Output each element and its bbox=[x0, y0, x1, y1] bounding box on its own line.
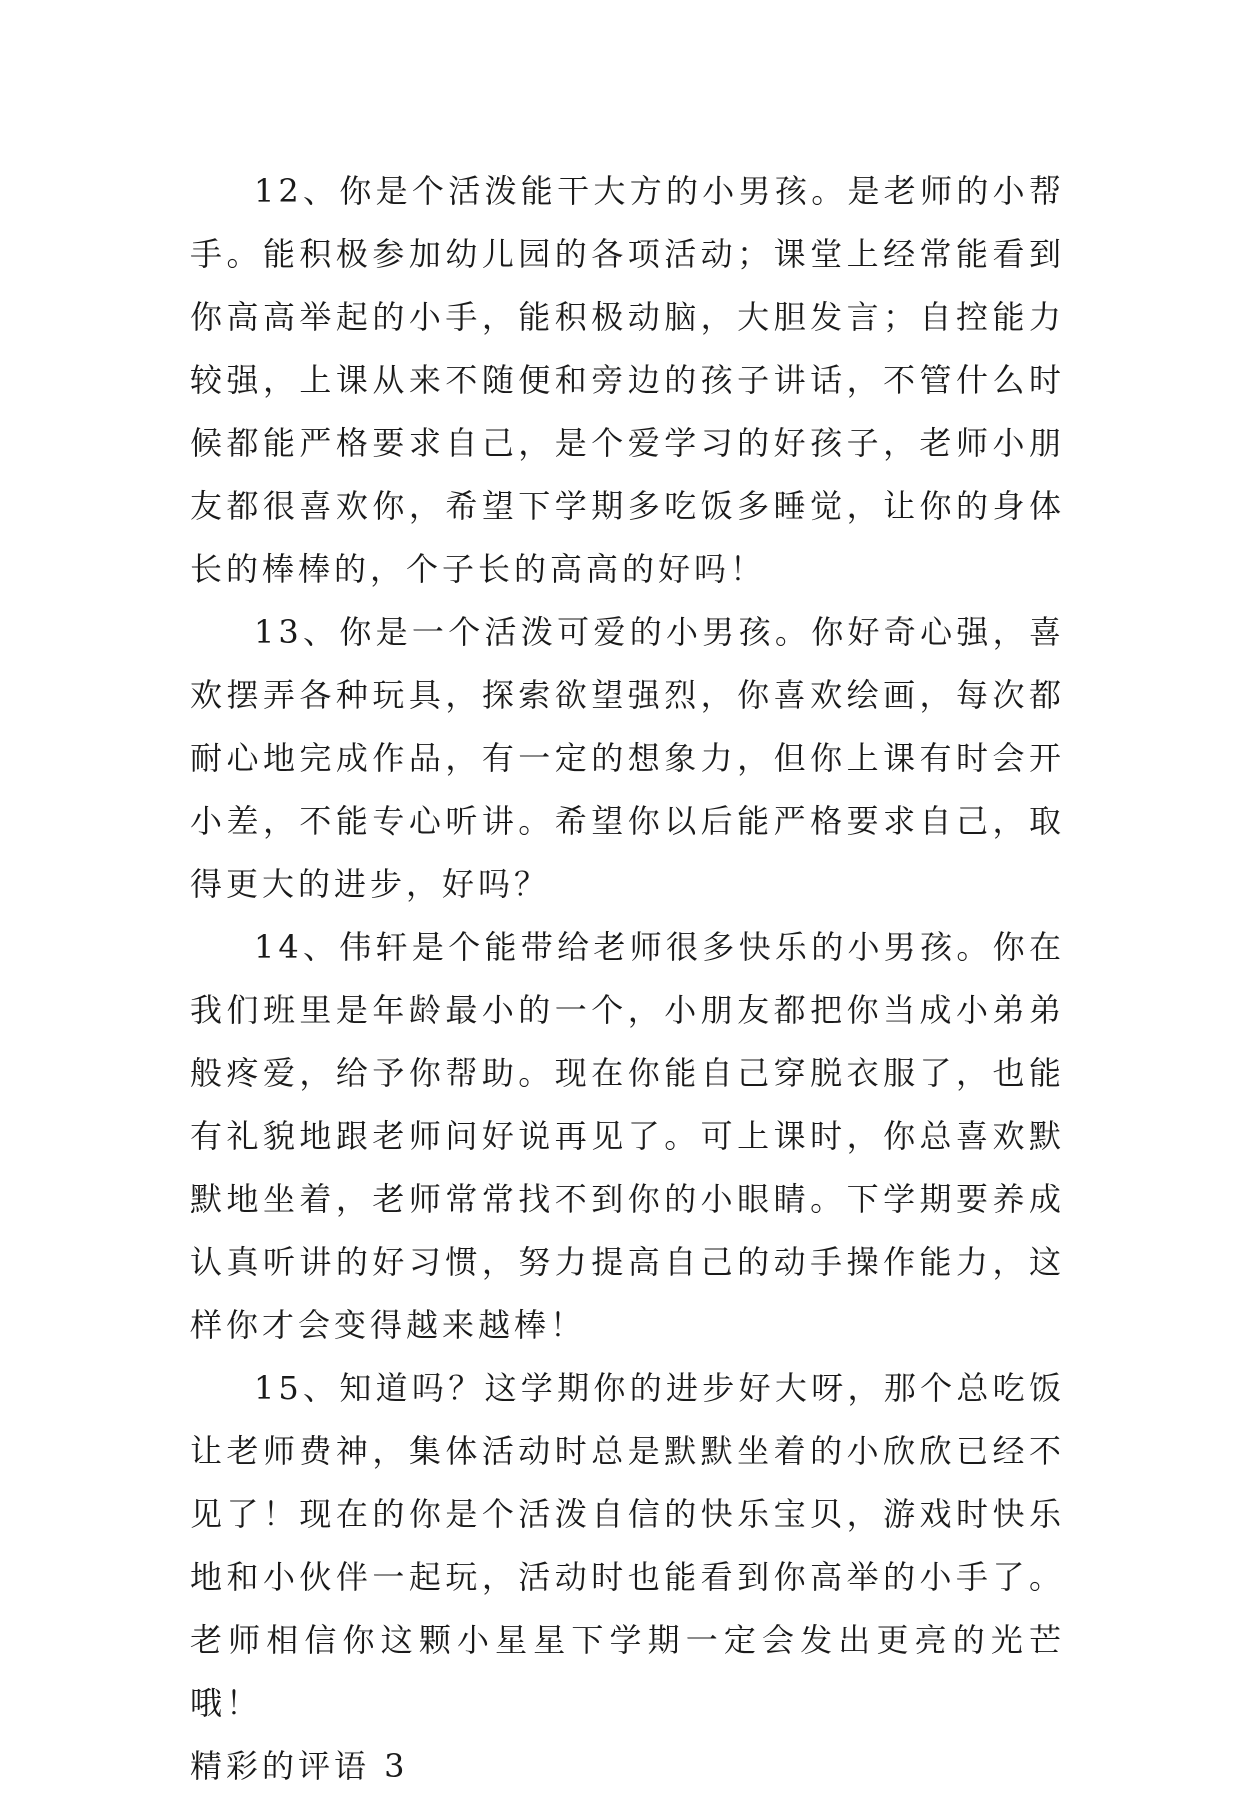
comment-paragraph-13: 13、你是一个活泼可爱的小男孩。你好奇心强，喜欢摆弄各种玩具，探索欲望强烈，你喜欢绘画，每次都耐心地完成作品，有一定的想象力，但你上课有时会开小差，不能专心听讲。希望你以后能严格要求自己，取得更大的进步，好吗？ bbox=[190, 613, 1065, 903]
comment-paragraph-15: 15、知道吗？这学期你的进步好大呀，那个总吃饭让老师费神，集体活动时总是默默坐着的小欣欣已经不见了！现在的你是个活泼自信的快乐宝贝，游戏时快乐地和小伙伴一起玩，活动时也能看到你高举的小手了。老师相信你这颗小星星下学期一定会发出更亮的光芒哦！ bbox=[190, 1369, 1065, 1722]
document-body bbox=[190, 160, 1065, 1798]
comment-paragraph-12: 12、你是个活泼能干大方的小男孩。是老师的小帮手。能积极参加幼儿园的各项活动；课堂上经常能看到你高高举起的小手，能积极动脑，大胆发言；自控能力较强，上课从来不随便和旁边的孩子讲话，不管什么时候都能严格要求自己，是个爱学习的好孩子，老师小朋友都很喜欢你，希望下学期多吃饭多睡觉，让你的身体长的棒棒的，个子长的高高的好吗！ bbox=[190, 172, 1065, 588]
comment-paragraph-14: 14、伟轩是个能带给老师很多快乐的小男孩。你在我们班里是年龄最小的一个，小朋友都把你当成小弟弟般疼爱，给予你帮助。现在你能自己穿脱衣服了，也能有礼貌地跟老师问好说再见了。可上课时，你总喜欢默默地坐着，老师常常找不到你的小眼睛。下学期要养成认真听讲的好习惯，努力提高自己的动手操作能力，这样你才会变得越来越棒！ bbox=[190, 928, 1065, 1344]
section-heading: 精彩的评语 3 bbox=[190, 1747, 409, 1785]
